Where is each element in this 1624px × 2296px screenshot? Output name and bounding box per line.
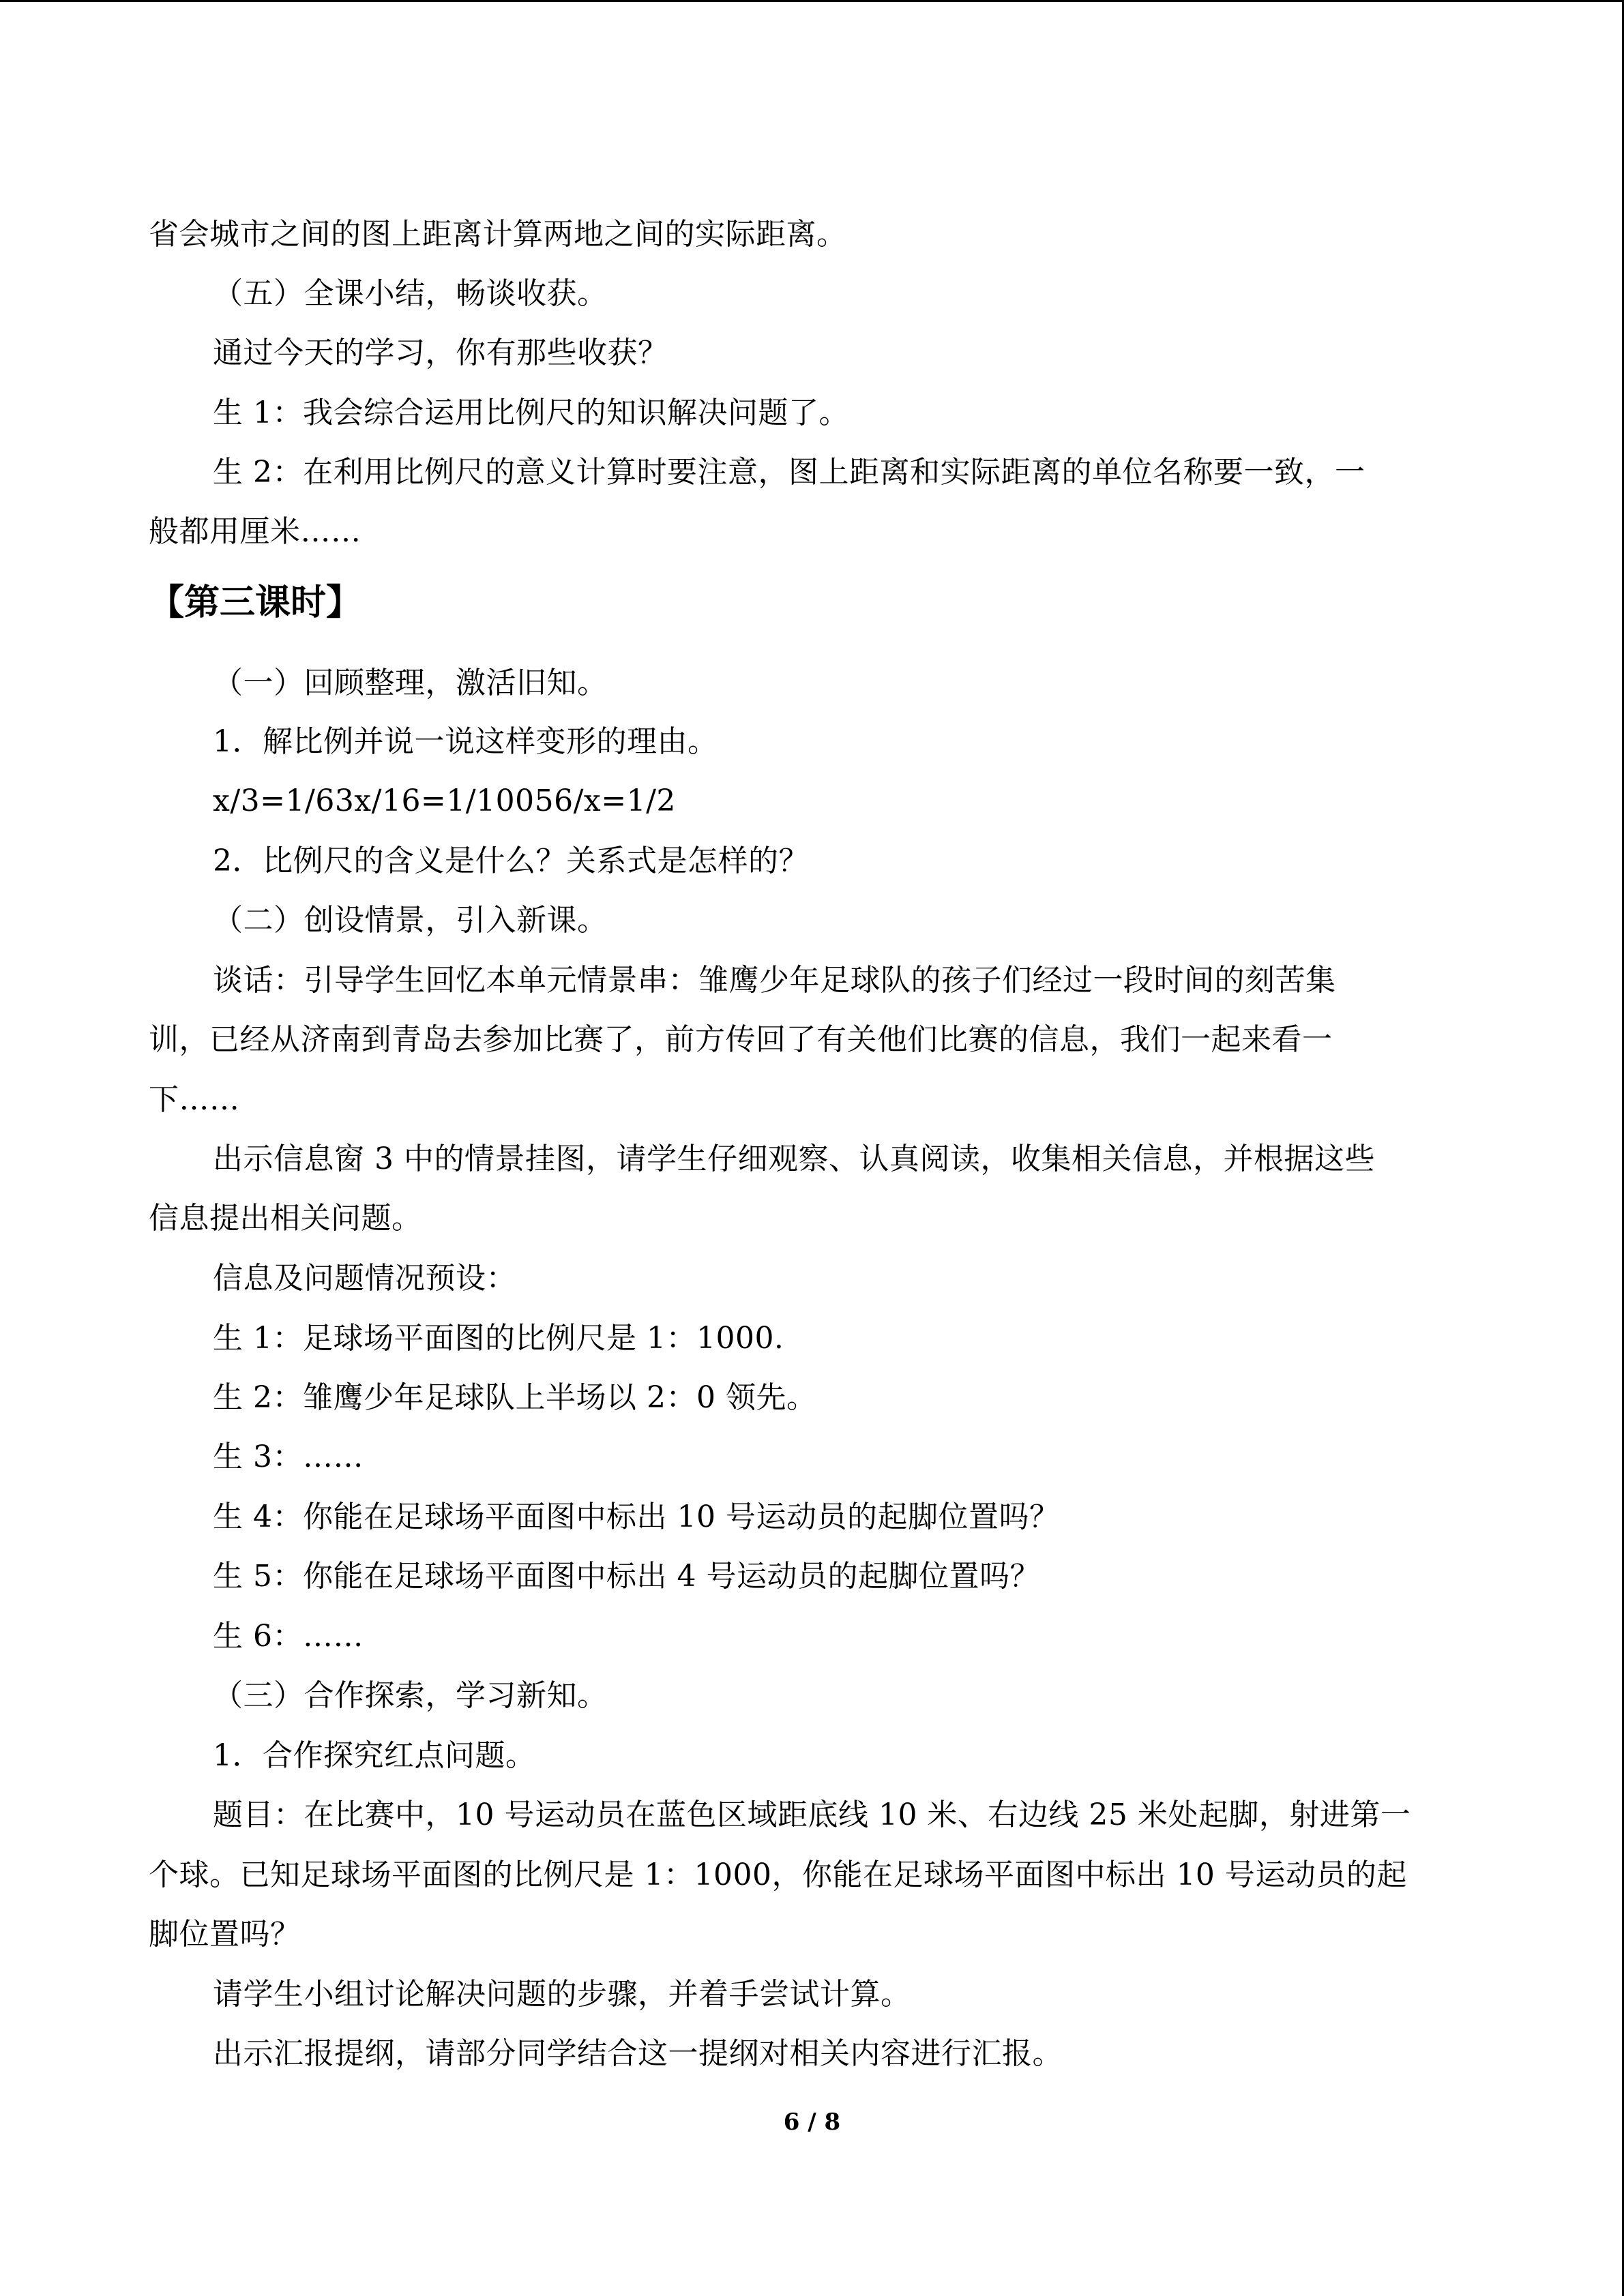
paragraph-line: 下…… xyxy=(149,1082,240,1117)
paragraph-line: 1．解比例并说一说这样变形的理由。 xyxy=(213,724,718,759)
paragraph-line: 请学生小组讨论解决问题的步骤，并着手尝试计算。 xyxy=(213,1977,911,2012)
section-title-summary: （五）全课小结，畅谈收获。 xyxy=(213,276,608,311)
paragraph-line: 1．合作探究红点问题。 xyxy=(213,1738,536,1773)
paragraph-line: 出示信息窗 3 中的情景挂图，请学生仔细观察、认真阅读，收集相关信息，并根据这些 xyxy=(213,1142,1375,1176)
page-number: 6 / 8 xyxy=(783,2108,841,2136)
problem-line: 脚位置吗？ xyxy=(149,1917,301,1952)
paragraph-line: 2．比例尺的含义是什么？关系式是怎样的？ xyxy=(213,844,809,878)
section-title-review: （一）回顾整理，激活旧知。 xyxy=(213,666,608,700)
student-response: 生 5：你能在足球场平面图中标出 4 号运动员的起脚位置吗？ xyxy=(213,1559,1040,1594)
student-response: 生 1：足球场平面图的比例尺是 1：1000. xyxy=(213,1321,784,1356)
student-response: 生 2：雏鹰少年足球队上半场以 2：0 领先。 xyxy=(213,1380,817,1415)
paragraph-line: 训，已经从济南到青岛去参加比赛了，前方传回了有关他们比赛的信息，我们一起来看一 xyxy=(149,1022,1333,1057)
equation-line: x/3=1/63x/16=1/10056/x=1/2 xyxy=(213,784,676,818)
paragraph-line: 信息提出相关问题。 xyxy=(149,1201,422,1236)
lesson-heading: 【第三课时】 xyxy=(149,582,362,623)
paragraph-line: 出示汇报提纲，请部分同学结合这一提纲对相关内容进行汇报。 xyxy=(213,2036,1063,2071)
student-response: 生 1：我会综合运用比例尺的知识解决问题了。 xyxy=(213,396,849,430)
paragraph-line: 通过今天的学习，你有那些收获？ xyxy=(213,336,668,370)
page-border-top xyxy=(0,0,1624,2)
problem-line: 个球。已知足球场平面图的比例尺是 1：1000，你能在足球场平面图中标出 10 号运动员的起 xyxy=(149,1858,1407,1892)
student-response: 生 2：在利用比例尺的意义计算时要注意，图上距离和实际距离的单位名称要一致，一 xyxy=(213,455,1365,490)
paragraph-line: 般都用厘米…… xyxy=(149,514,361,549)
paragraph-line: 省会城市之间的图上距离计算两地之间的实际距离。 xyxy=(149,217,847,252)
section-title-explore: （三）合作探索，学习新知。 xyxy=(213,1678,608,1713)
student-response: 生 4：你能在足球场平面图中标出 10 号运动员的起脚位置吗？ xyxy=(213,1500,1060,1534)
section-title-scenario: （二）创设情景，引入新课。 xyxy=(213,903,608,938)
paragraph-line: 谈话：引导学生回忆本单元情景串：雏鹰少年足球队的孩子们经过一段时间的刻苦集 xyxy=(213,963,1336,998)
paragraph-line: 信息及问题情况预设： xyxy=(213,1261,516,1296)
student-response: 生 3：…… xyxy=(213,1440,364,1474)
problem-line: 题目：在比赛中，10 号运动员在蓝色区域距底线 10 米、右边线 25 米处起脚，射进第一 xyxy=(213,1798,1411,1832)
student-response: 生 6：…… xyxy=(213,1619,364,1654)
